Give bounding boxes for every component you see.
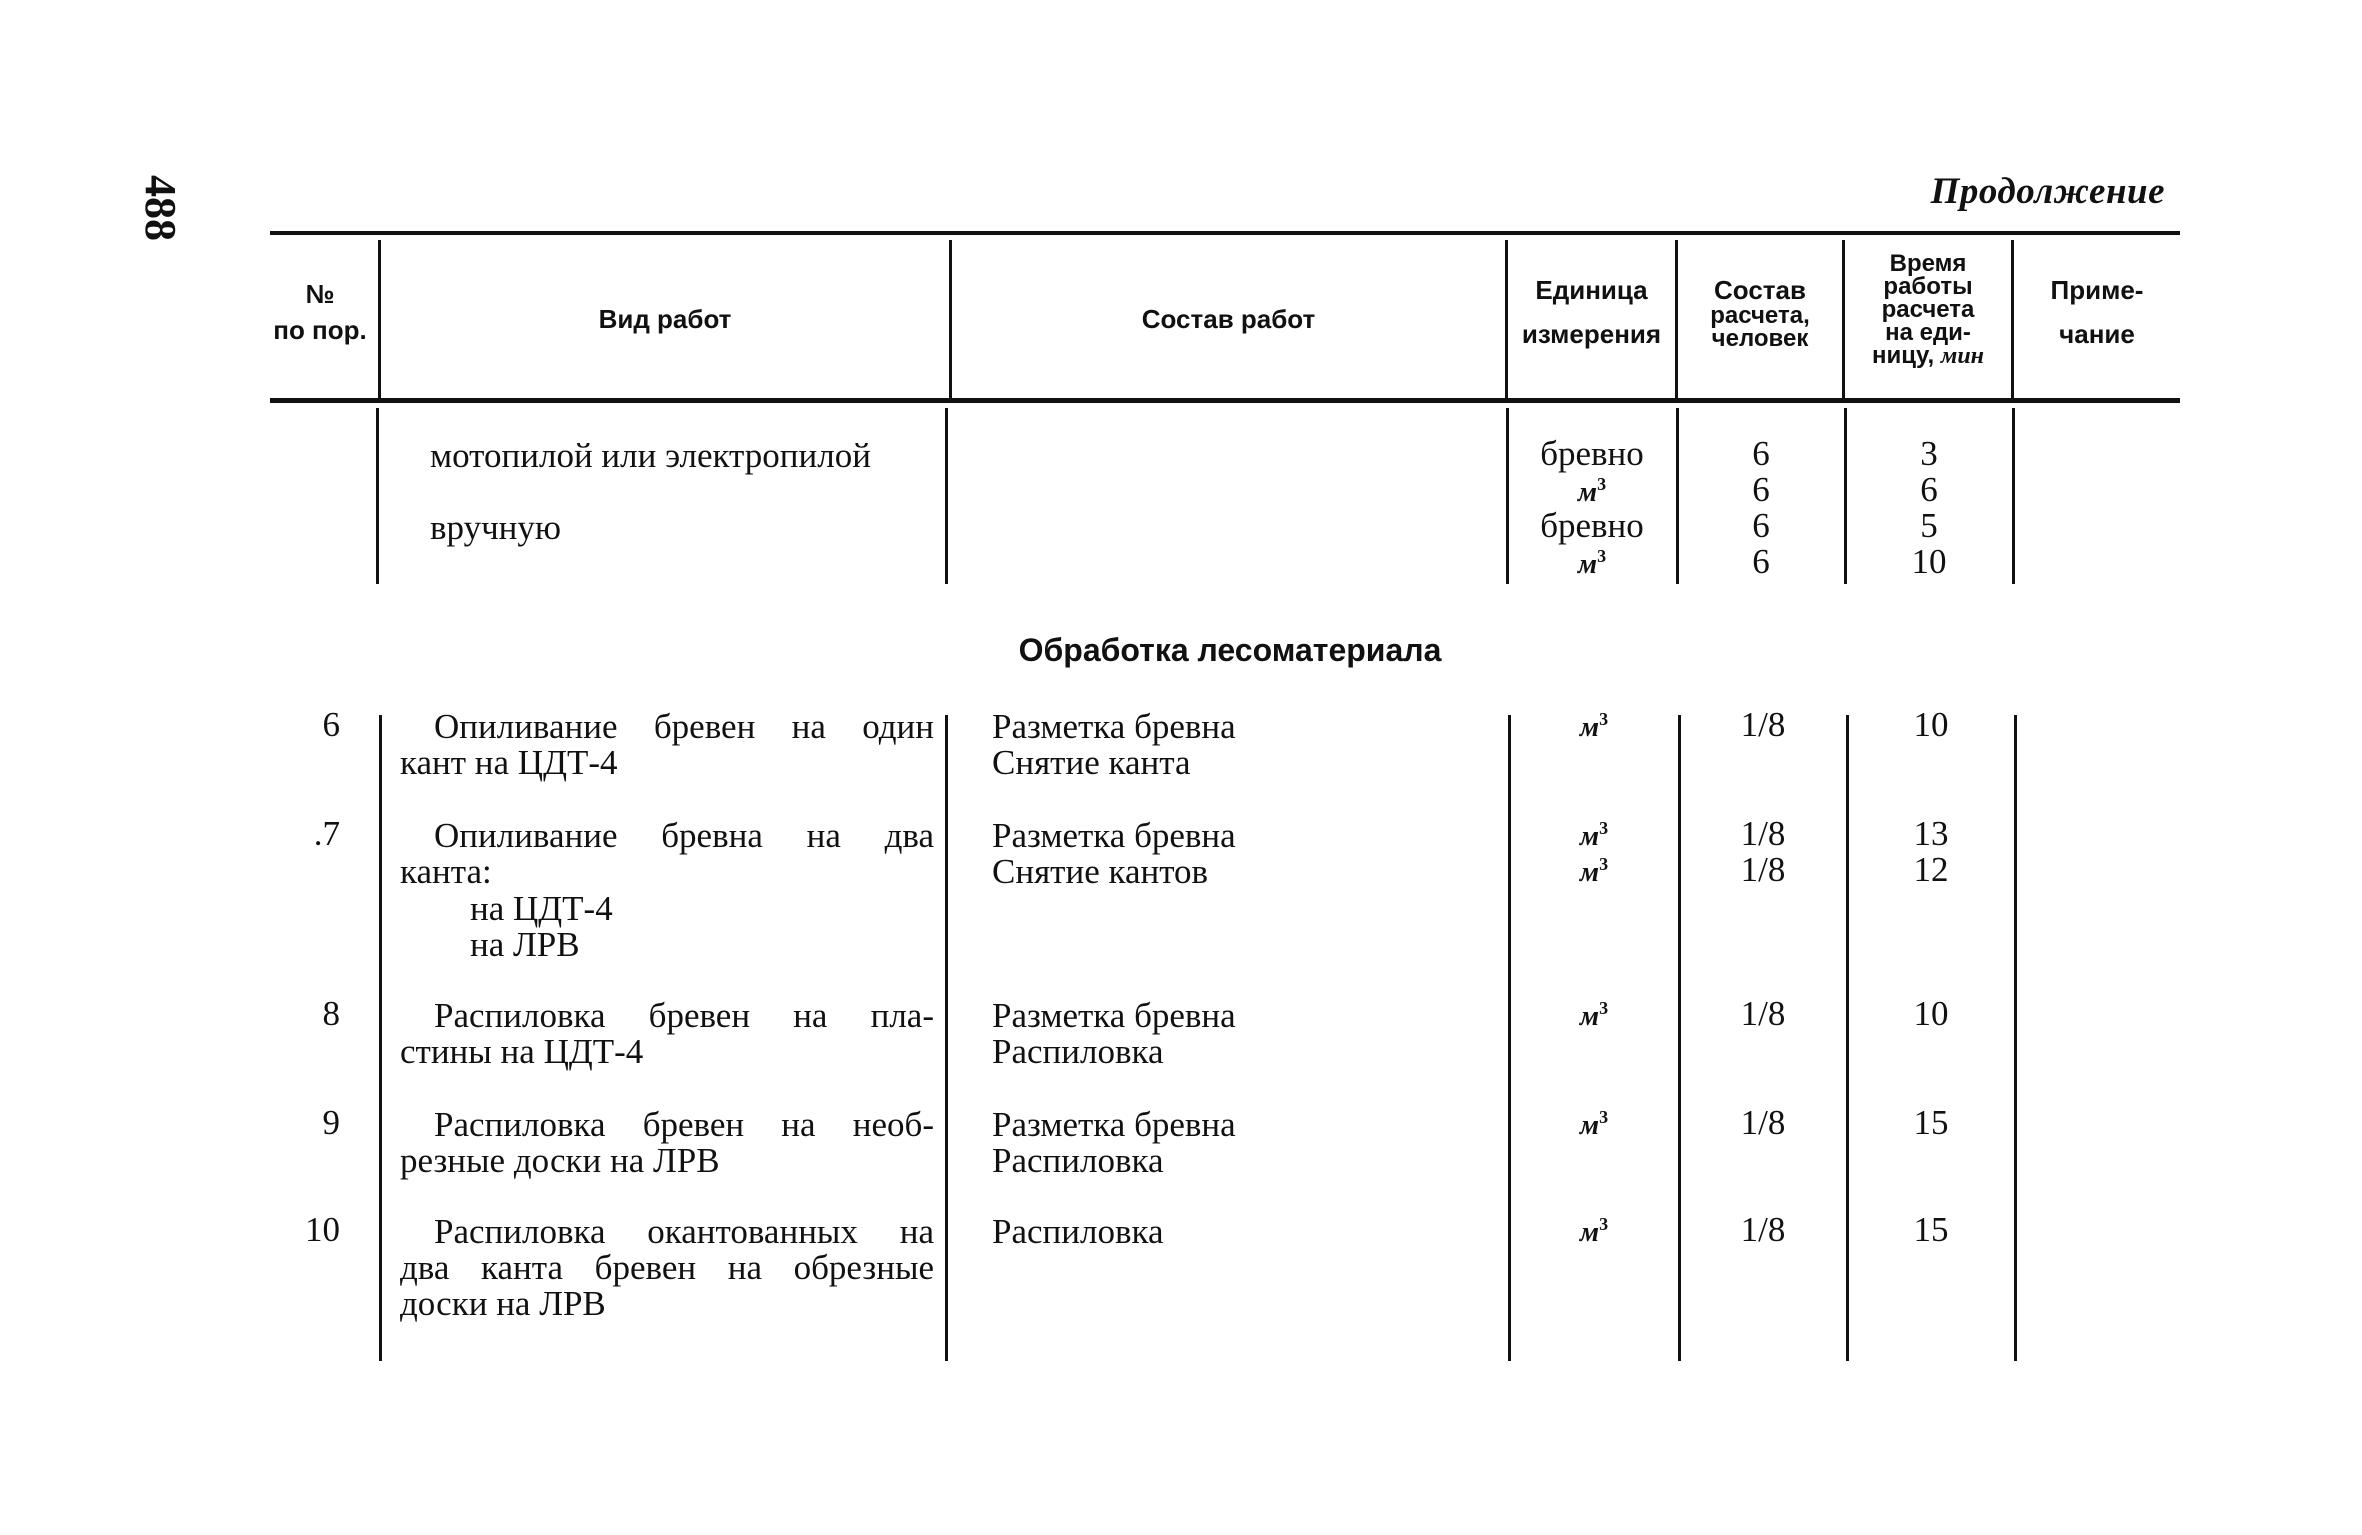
page-number: 488	[136, 175, 185, 241]
unit-m3	[1579, 998, 1609, 1032]
header-num	[262, 280, 378, 344]
row-vid-line: на ЛРВ	[470, 925, 580, 964]
header-time-line: работы	[1883, 273, 1973, 300]
table-top-rule	[270, 231, 2180, 235]
unit-sup: 3	[1597, 474, 1607, 494]
header-time-unit: мин	[1940, 343, 1984, 369]
header-note-line: чание	[2059, 319, 2135, 349]
row-time: 15	[1913, 1103, 1949, 1142]
cont-crew: 6	[1752, 470, 1770, 509]
row-vid-line: Опиливание бревна на два	[434, 816, 934, 855]
row-crew: 1/8	[1740, 994, 1786, 1033]
unit-letter: м	[1579, 1001, 1600, 1032]
cont-crew: 6	[1752, 506, 1770, 545]
row-vid-line: канта:	[400, 852, 492, 891]
unit-m3	[1579, 854, 1609, 888]
header-sostav: Состав работ	[1141, 304, 1316, 334]
row-sostav-line: Снятие канта	[992, 743, 1191, 782]
col-divider	[945, 715, 948, 1361]
row-unit	[1510, 852, 1678, 891]
header-crew-line: Состав	[1714, 275, 1806, 305]
row-vid-line: два канта бревен на обрезные	[400, 1248, 934, 1287]
unit-letter: м	[1579, 821, 1600, 852]
col-divider	[945, 408, 948, 584]
row-unit	[1510, 1212, 1678, 1251]
col-divider	[2012, 408, 2015, 584]
col-divider	[1508, 715, 1511, 1361]
row-crew: 1/8	[1740, 814, 1786, 853]
header-time-line: Время	[1889, 250, 1967, 277]
row-crew: 1/8	[1740, 1103, 1786, 1142]
unit-letter: м	[1577, 477, 1598, 508]
unit-letter: м	[1579, 712, 1600, 743]
col-divider	[379, 715, 382, 1361]
header-bottom-rule	[270, 398, 2180, 403]
unit-m3	[1579, 709, 1609, 743]
header-time-line-last: ницу,	[1871, 342, 1935, 369]
row-time: 10	[1913, 705, 1949, 744]
unit-m3	[1577, 546, 1607, 580]
cont-vid: вручную	[430, 508, 562, 547]
header-crew-line: человек	[1711, 325, 1809, 352]
cont-unit: бревно	[1540, 434, 1644, 473]
row-num: .7	[313, 814, 340, 853]
row-vid-line: кант на ЦДТ-4	[400, 743, 618, 782]
unit-letter: м	[1577, 549, 1598, 580]
header-crew-line: расчета,	[1710, 302, 1810, 329]
header-time-line: расчета	[1881, 296, 1975, 323]
cont-crew: 6	[1752, 434, 1770, 473]
header-num-line: №	[305, 279, 335, 309]
header-time-line	[1845, 344, 2011, 368]
cont-unit: бревно	[1540, 506, 1644, 545]
unit-letter: м	[1579, 1217, 1600, 1248]
row-unit	[1510, 707, 1678, 746]
unit-m3	[1577, 474, 1607, 508]
row-sostav-line: Разметка бревна	[992, 1105, 1236, 1144]
header-vid: Вид работ	[598, 304, 732, 334]
header-note	[2014, 276, 2180, 348]
header-time	[1845, 252, 2011, 368]
row-sostav-line: Распиловка	[992, 1032, 1164, 1071]
row-unit	[1510, 996, 1678, 1035]
row-time: 15	[1913, 1210, 1949, 1249]
row-num: 9	[322, 1103, 340, 1142]
row-vid-line: стины на ЦДТ-4	[400, 1032, 644, 1071]
row-num: 8	[322, 994, 340, 1033]
row-unit	[1510, 1105, 1678, 1144]
cont-time: 10	[1911, 542, 1947, 581]
header-num-line: по пор.	[273, 315, 367, 345]
header-unit-line: измерения	[1521, 319, 1662, 349]
row-crew: 1/8	[1740, 850, 1786, 889]
row-num: 10	[305, 1210, 340, 1249]
row-time: 12	[1913, 850, 1949, 889]
row-sostav-line: Распиловка	[992, 1141, 1164, 1180]
row-sostav-line: Разметка бревна	[992, 996, 1236, 1035]
cont-time: 6	[1920, 470, 1938, 509]
unit-m3	[1579, 818, 1609, 852]
cont-time: 5	[1920, 506, 1938, 545]
header-unit-line: Единица	[1535, 275, 1648, 305]
row-unit	[1510, 816, 1678, 855]
row-sostav-line: Распиловка	[992, 1212, 1164, 1251]
row-time: 10	[1913, 994, 1949, 1033]
row-sostav-line: Разметка бревна	[992, 707, 1236, 746]
unit-sup: 3	[1597, 546, 1607, 566]
row-sostav-line: Снятие кантов	[992, 852, 1209, 891]
unit-letter: м	[1579, 1110, 1600, 1141]
header-unit	[1508, 276, 1675, 348]
row-crew: 1/8	[1740, 1210, 1786, 1249]
row-vid-line: Опиливание бревен на один	[434, 707, 934, 746]
section-title: Обработка лесоматериала	[1018, 632, 1442, 668]
row-vid-line: доски на ЛРВ	[400, 1284, 606, 1323]
row-time: 13	[1913, 814, 1949, 853]
row-crew: 1/8	[1740, 705, 1786, 744]
header-time-line: на еди-	[1885, 319, 1971, 346]
unit-sup: 3	[1599, 709, 1609, 729]
col-divider	[2014, 715, 2017, 1361]
unit-letter: м	[1579, 857, 1600, 888]
row-vid-line: Распиловка бревен на необ-	[434, 1105, 934, 1144]
cont-unit	[1508, 544, 1676, 583]
unit-m3	[1579, 1107, 1609, 1141]
unit-sup: 3	[1599, 854, 1609, 874]
row-sostav-line: Разметка бревна	[992, 816, 1236, 855]
unit-sup: 3	[1599, 818, 1609, 838]
unit-m3	[1579, 1214, 1609, 1248]
cont-time: 3	[1920, 434, 1938, 473]
row-vid-line: Распиловка бревен на пла-	[434, 996, 934, 1035]
row-vid-line: резные доски на ЛРВ	[400, 1141, 720, 1180]
row-vid-line: Распиловка окантованных на	[434, 1212, 934, 1251]
unit-sup: 3	[1599, 998, 1609, 1018]
col-divider	[1678, 715, 1681, 1361]
cont-crew: 6	[1752, 542, 1770, 581]
cont-vid: мотопилой или электропилой	[430, 436, 871, 475]
header-crew	[1678, 276, 1842, 350]
continuation-label: Продолжение	[1930, 171, 2165, 212]
header-note-line: Приме-	[2050, 275, 2144, 305]
row-num: 6	[322, 705, 340, 744]
row-vid-line: на ЦДТ-4	[470, 889, 613, 928]
unit-sup: 3	[1599, 1214, 1609, 1234]
col-divider	[1846, 715, 1849, 1361]
unit-sup: 3	[1599, 1107, 1609, 1127]
col-divider	[376, 408, 379, 584]
